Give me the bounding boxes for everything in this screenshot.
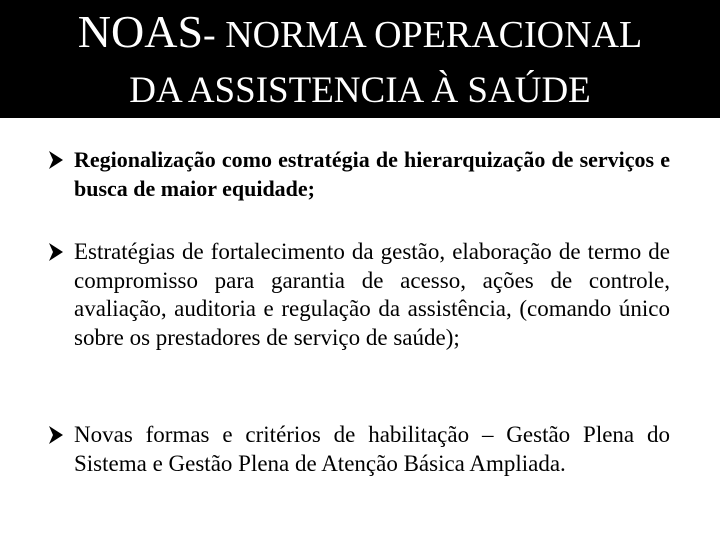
title-line-2: DA ASSISTENCIA À SAÚDE [129, 70, 591, 111]
title-acronym: NOAS [77, 6, 204, 57]
bullet-text: Novas formas e critérios de habilitação – Gestão Plena do Sistema e Gestão Plena de Atenção Básica Ampliada. [74, 422, 670, 476]
bullet-text: Estratégias de fortalecimento da gestão, elaboração de termo de compromisso para garantia de acesso, ações de controle, avaliação, auditoria e regulação da assistência, (comando único sobre os prestadores de serviço de saúde); [74, 239, 670, 350]
right-arrowhead-icon [48, 148, 64, 172]
title-line-1 [0, 6, 720, 61]
bullet-text: Regionalização como estratégia de hierarquização de serviços e busca de maior equidade; [74, 147, 670, 201]
right-arrowhead-icon [48, 423, 64, 447]
right-arrowhead-icon [48, 240, 64, 264]
title-band [0, 0, 720, 118]
title-line-1-rest: - NORMA OPERACIONAL [203, 14, 643, 56]
